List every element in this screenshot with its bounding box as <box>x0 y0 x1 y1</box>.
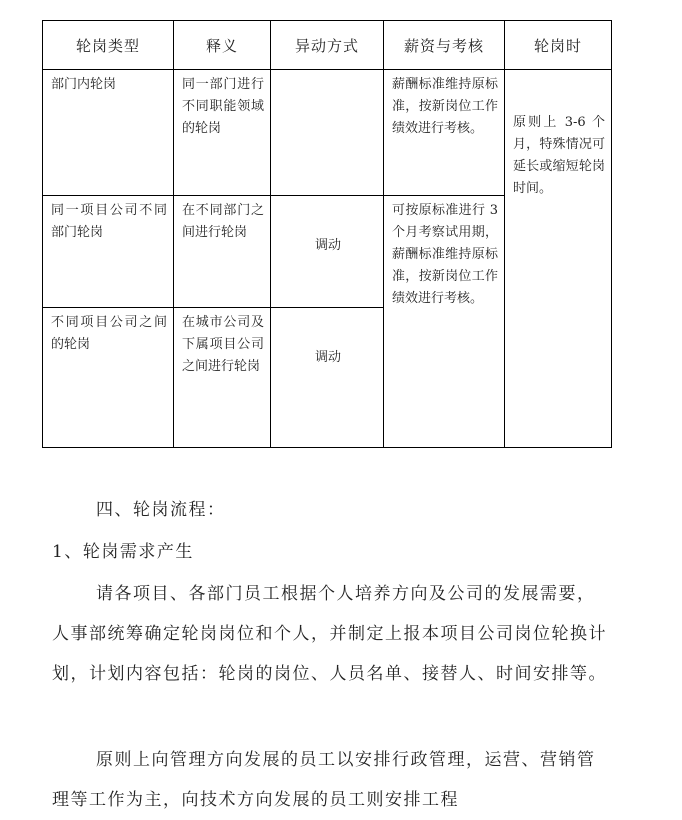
header-rotation-period: 轮岗时 <box>505 21 612 70</box>
header-change-method: 异动方式 <box>271 21 384 70</box>
paragraph: 请各项目、各部门员工根据个人培养方向及公司的发展需要，人事部统筹确定轮岗岗位和个人，并制定上报本项目公司岗位轮换计划，计划内容包括：轮岗的岗位、人员名单、接替人、时间安排等。 <box>52 584 607 684</box>
cell-meaning: 在城市公司及下属项目公司之间进行轮岗 <box>174 308 271 448</box>
cell-rotation-type: 不同项目公司之间的轮岗 <box>43 308 174 448</box>
cell-change-method: 调动 <box>271 196 384 308</box>
rotation-table <box>42 20 612 448</box>
cell-salary-2: 可按原标准进行 3 个月考察试用期，薪酬标准维持原标准，按新岗位工作绩效进行考核。 <box>384 196 505 448</box>
paragraph: 原则上向管理方向发展的员工以安排行政管理，运营、营销管理等工作为主，向技术方向发展的员工则安排工程 <box>52 750 596 810</box>
subheading: 1、轮岗需求产生 <box>52 542 194 562</box>
cell-meaning: 在不同部门之间进行轮岗 <box>174 196 271 308</box>
cell-rotation-type: 同一项目公司不同部门轮岗 <box>43 196 174 308</box>
cell-salary-1: 薪酬标准维持原标准，按新岗位工作绩效进行考核。 <box>384 70 505 196</box>
table-row <box>43 70 612 196</box>
header-salary-assessment: 薪资与考核 <box>384 21 505 70</box>
cell-rotation-period: 原则上 3-6 个月，特殊情况可延长或缩短轮岗时间。 <box>505 70 612 448</box>
header-meaning: 释义 <box>174 21 271 70</box>
cell-rotation-type: 部门内轮岗 <box>43 70 174 196</box>
cell-meaning: 同一部门进行不同职能领域的轮岗 <box>174 70 271 196</box>
section-heading: 四、轮岗流程： <box>96 500 226 520</box>
table-header-row <box>43 21 612 70</box>
header-rotation-type: 轮岗类型 <box>43 21 174 70</box>
cell-change-method <box>271 70 384 196</box>
cell-change-method: 调动 <box>271 308 384 448</box>
